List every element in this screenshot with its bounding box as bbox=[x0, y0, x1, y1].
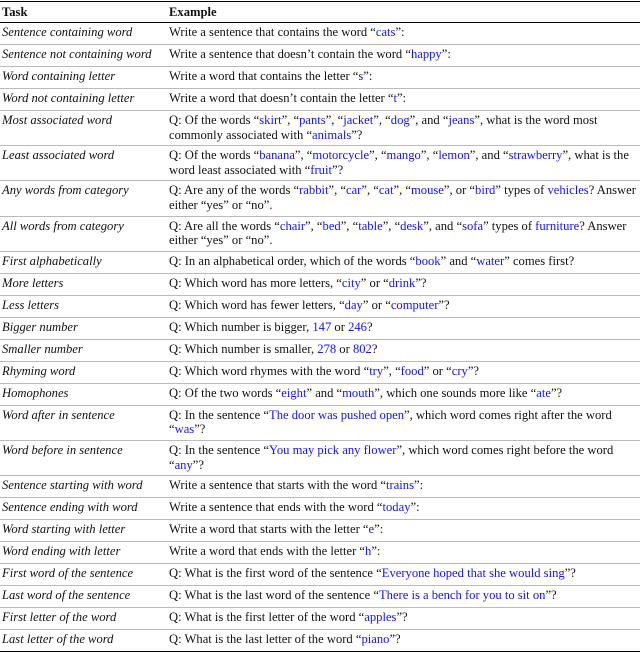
highlighted-term: ate bbox=[536, 385, 551, 400]
highlighted-term: table bbox=[358, 218, 383, 233]
example-text: Q: Of the two words “ bbox=[169, 385, 282, 400]
task-examples-table bbox=[0, 1, 640, 652]
table-row bbox=[0, 216, 640, 251]
example-cell bbox=[167, 317, 640, 339]
example-text: ”, and “ bbox=[409, 113, 449, 127]
table-row bbox=[0, 586, 640, 608]
highlighted-term: animals bbox=[312, 127, 352, 142]
task-cell: Last word of the sentence bbox=[0, 586, 167, 608]
example-text: ”: bbox=[374, 522, 384, 537]
example-text: ”? bbox=[467, 363, 480, 378]
table-row bbox=[0, 339, 640, 361]
highlighted-term: 802 bbox=[352, 341, 372, 356]
table-row bbox=[0, 476, 640, 498]
example-cell bbox=[167, 630, 640, 652]
example-text: ”, and “ bbox=[469, 148, 509, 163]
example-cell bbox=[167, 339, 640, 361]
example-text: Q: Which number is bigger, bbox=[169, 319, 313, 334]
example-text: ” and “ bbox=[306, 385, 343, 400]
task-cell: Rhyming word bbox=[0, 361, 167, 383]
example-text: ” or “ bbox=[423, 363, 452, 378]
table-row bbox=[0, 542, 640, 564]
example-text: Write a sentence that contains the word “ bbox=[169, 25, 376, 39]
task-cell: Smaller number bbox=[0, 339, 167, 361]
highlighted-term: mouth bbox=[342, 385, 375, 400]
example-text: Q: What is the first word of the sentence “ bbox=[169, 566, 382, 581]
highlighted-term: There is a bench for you to sit on bbox=[378, 588, 546, 603]
highlighted-term: The door was pushed open bbox=[269, 407, 405, 422]
highlighted-term: e bbox=[368, 522, 375, 537]
example-text: ? bbox=[366, 319, 373, 334]
table-row bbox=[0, 295, 640, 317]
example-text: ”, “ bbox=[420, 148, 439, 163]
task-cell: Sentence starting with word bbox=[0, 476, 167, 498]
header-task: Task bbox=[0, 2, 167, 23]
task-cell: Most associated word bbox=[0, 111, 167, 146]
task-cell: Word not containing letter bbox=[0, 89, 167, 111]
example-text: Q: What is the first letter of the word “ bbox=[169, 610, 365, 625]
example-text: ”, or “ bbox=[443, 183, 476, 198]
example-cell bbox=[167, 520, 640, 542]
highlighted-term: You may pick any flower bbox=[269, 442, 397, 457]
example-text: Q: Are all the words “ bbox=[169, 218, 280, 233]
task-cell: First letter of the word bbox=[0, 608, 167, 630]
task-cell: First alphabetically bbox=[0, 251, 167, 273]
task-cell: Last letter of the word bbox=[0, 630, 167, 652]
example-text: ”: bbox=[395, 25, 405, 39]
example-cell bbox=[167, 146, 640, 181]
task-cell: Bigger number bbox=[0, 317, 167, 339]
example-text: ”, “ bbox=[382, 218, 401, 233]
task-cell: Word before in sentence bbox=[0, 440, 167, 475]
example-text: ”: bbox=[371, 544, 381, 559]
example-text: ” comes first? bbox=[504, 253, 575, 268]
example-cell bbox=[167, 67, 640, 89]
highlighted-term: fruit bbox=[310, 162, 332, 177]
task-cell: Less letters bbox=[0, 295, 167, 317]
table-row bbox=[0, 498, 640, 520]
table-row bbox=[0, 273, 640, 295]
example-text: ”, which word comes right after the word “ bbox=[169, 407, 612, 437]
example-text: ”: bbox=[410, 500, 420, 515]
table-row bbox=[0, 564, 640, 586]
highlighted-term: skirt bbox=[259, 113, 282, 127]
example-text: ” types of bbox=[483, 218, 536, 233]
example-cell bbox=[167, 586, 640, 608]
highlighted-term: desk bbox=[400, 218, 424, 233]
example-text: ”? bbox=[351, 127, 363, 142]
task-cell: First word of the sentence bbox=[0, 564, 167, 586]
example-text: Write a word that contains the letter “ bbox=[169, 69, 359, 83]
highlighted-term: banana bbox=[259, 148, 295, 163]
example-text: Q: In the sentence “ bbox=[169, 407, 270, 422]
example-text: ”, “ bbox=[383, 363, 401, 378]
task-cell: Sentence containing word bbox=[0, 23, 167, 45]
example-text: ”: bbox=[396, 91, 407, 105]
example-cell bbox=[167, 45, 640, 67]
example-text: ”, “ bbox=[294, 148, 313, 163]
example-text: Q: Of the words “ bbox=[169, 148, 260, 163]
table-row bbox=[0, 440, 640, 475]
example-text: Q: Which word rhymes with the word “ bbox=[169, 363, 370, 378]
example-text: Q: Of the words “ bbox=[169, 113, 260, 127]
table-row bbox=[0, 45, 640, 67]
example-text: ”, “ bbox=[393, 183, 412, 198]
table-row bbox=[0, 630, 640, 652]
table-row bbox=[0, 23, 640, 45]
example-text: ” or “ bbox=[362, 297, 391, 312]
table-row bbox=[0, 181, 640, 216]
example-cell bbox=[167, 383, 640, 405]
highlighted-term: 246 bbox=[348, 319, 367, 334]
example-text: ”, what is the word most commonly associated with “ bbox=[169, 113, 598, 142]
example-text: Q: Which number is smaller, bbox=[169, 341, 318, 356]
highlighted-term: food bbox=[400, 363, 424, 378]
highlighted-term: strawberry bbox=[508, 148, 563, 163]
highlighted-term: mouse bbox=[411, 183, 444, 198]
highlighted-term: car bbox=[345, 183, 362, 198]
highlighted-term: lemon bbox=[438, 148, 470, 163]
highlighted-term: 147 bbox=[312, 319, 332, 334]
task-cell: Any words from category bbox=[0, 181, 167, 216]
example-text: ”: bbox=[441, 47, 451, 61]
example-text: ? Answer either “yes” or “no”. bbox=[169, 183, 636, 212]
example-cell bbox=[167, 295, 640, 317]
highlighted-term: today bbox=[382, 500, 411, 515]
example-text: ”, “ bbox=[305, 218, 323, 233]
highlighted-term: cry bbox=[451, 363, 468, 378]
highlighted-term: chair bbox=[279, 218, 306, 233]
highlighted-term: mango bbox=[386, 148, 421, 163]
example-text: Q: What is the last letter of the word “ bbox=[169, 632, 362, 647]
highlighted-term: Everyone hoped that she would sing bbox=[381, 566, 565, 581]
example-text: ”, which one sounds more like “ bbox=[374, 385, 537, 400]
example-text: ”, which word comes right before the word “ bbox=[169, 442, 614, 472]
example-text: Q: In an alphabetical order, which of the words “ bbox=[169, 253, 416, 268]
example-text: ” types of bbox=[495, 183, 548, 198]
table-row bbox=[0, 361, 640, 383]
example-text: ”, what is the word least associated with “ bbox=[169, 148, 629, 177]
highlighted-term: t bbox=[393, 91, 397, 105]
table-row bbox=[0, 146, 640, 181]
example-text: Write a sentence that doesn’t contain the word “ bbox=[169, 47, 411, 61]
example-text: or bbox=[331, 319, 349, 334]
example-text: ”, “ bbox=[325, 113, 344, 127]
highlighted-term: water bbox=[476, 253, 505, 268]
table-row bbox=[0, 251, 640, 273]
header-example: Example bbox=[167, 2, 640, 23]
example-text: ”? bbox=[331, 162, 344, 177]
task-cell: Sentence not containing word bbox=[0, 45, 167, 67]
example-text: ”? bbox=[396, 610, 408, 625]
example-text: Write a word that starts with the letter “ bbox=[169, 522, 369, 537]
highlighted-term: any bbox=[174, 457, 193, 472]
example-cell bbox=[167, 361, 640, 383]
highlighted-term: try bbox=[369, 363, 384, 378]
table-row bbox=[0, 67, 640, 89]
example-text: Write a word that doesn’t contain the letter “ bbox=[169, 91, 394, 105]
example-cell bbox=[167, 216, 640, 251]
highlighted-term: city bbox=[341, 275, 361, 290]
example-cell bbox=[167, 608, 640, 630]
example-text: Q: Which word has fewer letters, “ bbox=[169, 297, 345, 312]
task-cell: Word ending with letter bbox=[0, 542, 167, 564]
example-cell bbox=[167, 111, 640, 146]
highlighted-term: motorcycle bbox=[312, 148, 370, 163]
highlighted-term: bird bbox=[475, 183, 496, 198]
highlighted-term: s bbox=[358, 69, 364, 83]
highlighted-term: 278 bbox=[317, 341, 337, 356]
highlighted-term: piano bbox=[361, 632, 390, 647]
header-row bbox=[0, 2, 640, 23]
example-text: Write a word that ends with the letter “ bbox=[169, 544, 366, 559]
example-text: ”, and “ bbox=[423, 218, 463, 233]
example-text: ? bbox=[371, 341, 378, 356]
task-cell: Word after in sentence bbox=[0, 405, 167, 440]
example-text: Q: What is the last word of the sentence “ bbox=[169, 588, 379, 603]
example-text: Q: Which word has more letters, “ bbox=[169, 275, 342, 290]
example-text: or bbox=[336, 341, 353, 356]
highlighted-term: jeans bbox=[448, 113, 475, 127]
example-text: ”, “ bbox=[281, 113, 300, 127]
highlighted-term: day bbox=[344, 297, 363, 312]
highlighted-term: computer bbox=[390, 297, 439, 312]
example-text: ”: bbox=[363, 69, 373, 83]
example-text: Q: Are any of the words “ bbox=[169, 183, 300, 198]
example-text: ” or “ bbox=[360, 275, 389, 290]
highlighted-term: book bbox=[415, 253, 441, 268]
highlighted-term: cats bbox=[375, 25, 396, 39]
highlighted-term: dog bbox=[390, 113, 410, 127]
example-text: ”? bbox=[192, 457, 204, 472]
highlighted-term: was bbox=[174, 422, 195, 437]
example-text: ”: bbox=[414, 478, 424, 493]
example-text: ”? bbox=[564, 566, 576, 581]
highlighted-term: h bbox=[365, 544, 372, 559]
task-cell: Homophones bbox=[0, 383, 167, 405]
highlighted-term: rabbit bbox=[299, 183, 329, 198]
example-cell bbox=[167, 23, 640, 45]
example-text: ”, “ bbox=[328, 183, 346, 198]
task-cell: Word starting with letter bbox=[0, 520, 167, 542]
table-row bbox=[0, 520, 640, 542]
highlighted-term: cat bbox=[378, 183, 394, 198]
table-row bbox=[0, 383, 640, 405]
highlighted-term: jacket bbox=[343, 113, 374, 127]
table-row bbox=[0, 608, 640, 630]
example-text: ”? bbox=[545, 588, 557, 603]
example-text: ”, “ bbox=[373, 113, 391, 127]
highlighted-term: vehicles bbox=[547, 183, 589, 198]
example-cell bbox=[167, 273, 640, 295]
example-cell bbox=[167, 440, 640, 475]
highlighted-term: pants bbox=[299, 113, 326, 127]
example-text: ”, “ bbox=[361, 183, 379, 198]
example-text: ”? bbox=[438, 297, 450, 312]
example-text: ”? bbox=[194, 422, 206, 437]
example-cell bbox=[167, 405, 640, 440]
example-text: ” and “ bbox=[440, 253, 477, 268]
highlighted-term: drink bbox=[388, 275, 416, 290]
example-text: ”? bbox=[550, 385, 563, 400]
example-text: ”, “ bbox=[369, 148, 387, 163]
task-cell: Word containing letter bbox=[0, 67, 167, 89]
example-text: ”? bbox=[415, 275, 427, 290]
highlighted-term: happy bbox=[410, 47, 442, 61]
highlighted-term: apples bbox=[364, 610, 397, 625]
table-row bbox=[0, 405, 640, 440]
highlighted-term: sofa bbox=[462, 218, 484, 233]
example-text: Write a sentence that starts with the word “ bbox=[169, 478, 387, 493]
example-text: ? Answer either “yes” or “no”. bbox=[169, 218, 627, 248]
task-cell: Sentence ending with word bbox=[0, 498, 167, 520]
example-cell bbox=[167, 89, 640, 111]
highlighted-term: trains bbox=[386, 478, 414, 493]
task-cell: All words from category bbox=[0, 216, 167, 251]
example-cell bbox=[167, 476, 640, 498]
example-cell bbox=[167, 498, 640, 520]
example-text: ”, “ bbox=[340, 218, 359, 233]
highlighted-term: eight bbox=[281, 385, 307, 400]
example-cell bbox=[167, 251, 640, 273]
task-cell: More letters bbox=[0, 273, 167, 295]
highlighted-term: bed bbox=[322, 218, 341, 233]
table-row bbox=[0, 111, 640, 146]
table-row bbox=[0, 317, 640, 339]
example-text: ”? bbox=[389, 632, 401, 647]
highlighted-term: furniture bbox=[535, 218, 580, 233]
example-cell bbox=[167, 564, 640, 586]
example-cell bbox=[167, 542, 640, 564]
example-text: Q: In the sentence “ bbox=[169, 442, 270, 457]
example-cell bbox=[167, 181, 640, 216]
table-row bbox=[0, 89, 640, 111]
task-cell: Least associated word bbox=[0, 146, 167, 181]
example-text: Write a sentence that ends with the word “ bbox=[169, 500, 383, 515]
